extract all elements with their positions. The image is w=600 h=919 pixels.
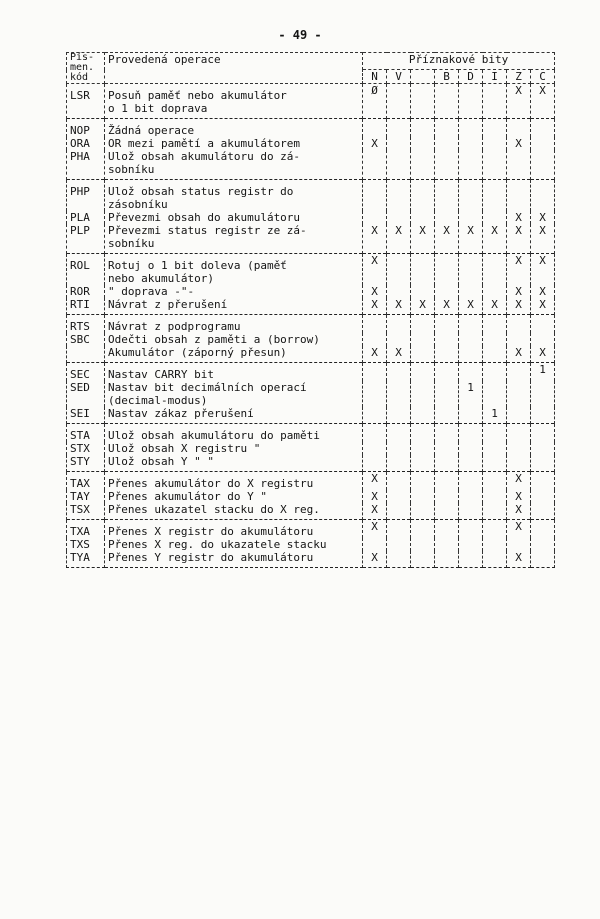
flag-mark <box>459 503 483 520</box>
flag-mark <box>507 407 531 424</box>
flag-mark <box>531 381 555 407</box>
flag-mark <box>411 363 435 382</box>
flag-mark <box>459 346 483 363</box>
flag-mark <box>483 381 507 407</box>
table-row <box>67 224 555 254</box>
flag-mark <box>411 455 435 472</box>
flag-mark: X <box>435 298 459 315</box>
flag-mark <box>507 315 531 334</box>
flag-mark <box>459 363 483 382</box>
flag-mark: X <box>387 298 411 315</box>
table-row <box>67 180 555 212</box>
flag-mark <box>483 455 507 472</box>
flag-mark <box>363 381 387 407</box>
flag-mark <box>363 407 387 424</box>
flag-mark <box>411 285 435 298</box>
flag-mark <box>531 490 555 503</box>
flag-mark <box>387 333 411 346</box>
operation-description: Nastav zákaz přerušení <box>105 407 363 424</box>
instruction-code: ROR <box>67 285 105 298</box>
flag-mark <box>435 551 459 568</box>
instruction-code: SEC <box>67 363 105 382</box>
flag-mark <box>387 520 411 539</box>
flag-mark <box>387 137 411 150</box>
flag-mark: 1 <box>459 381 483 407</box>
flag-mark <box>387 407 411 424</box>
flag-mark <box>531 455 555 472</box>
table-row <box>67 333 555 346</box>
instruction-code: SED <box>67 381 105 407</box>
flag-mark <box>435 137 459 150</box>
flag-mark <box>459 407 483 424</box>
operation-description: Přenes Y registr do akumulátoru <box>105 551 363 568</box>
flag-mark <box>411 551 435 568</box>
flag-mark <box>435 84 459 119</box>
flag-mark <box>363 455 387 472</box>
flag-mark <box>411 520 435 539</box>
flag-mark <box>387 455 411 472</box>
flag-mark <box>531 407 555 424</box>
flag-mark: 1 <box>531 363 555 382</box>
flag-mark: X <box>507 285 531 298</box>
flag-mark: X <box>363 503 387 520</box>
flag-mark <box>531 333 555 346</box>
flag-mark <box>483 490 507 503</box>
flag-mark <box>435 285 459 298</box>
flag-mark: X <box>459 224 483 254</box>
table-row <box>67 490 555 503</box>
instruction-code: RTS <box>67 315 105 334</box>
instruction-group <box>67 254 555 315</box>
operation-description: Ulož obsah akumulátoru do paměti <box>105 424 363 443</box>
flag-mark <box>411 84 435 119</box>
instruction-group <box>67 520 555 568</box>
flag-mark: X <box>363 137 387 150</box>
flag-mark: X <box>387 346 411 363</box>
instruction-group <box>67 180 555 254</box>
flag-mark <box>435 333 459 346</box>
table-row <box>67 407 555 424</box>
flag-mark: X <box>363 254 387 286</box>
flag-mark: X <box>507 472 531 491</box>
table-row <box>67 455 555 472</box>
flag-mark <box>411 381 435 407</box>
flag-mark: X <box>507 490 531 503</box>
flag-mark <box>459 119 483 138</box>
flag-mark <box>363 150 387 180</box>
table-row <box>67 551 555 568</box>
flag-mark <box>459 455 483 472</box>
flag-mark <box>411 180 435 212</box>
flag-mark <box>387 381 411 407</box>
flag-mark <box>459 442 483 455</box>
flag-mark: X <box>363 285 387 298</box>
flag-mark <box>411 490 435 503</box>
flag-mark <box>387 538 411 551</box>
flag-mark <box>483 472 507 491</box>
flag-header: I <box>483 70 507 84</box>
table-row <box>67 84 555 119</box>
flag-mark <box>411 119 435 138</box>
flag-mark <box>459 137 483 150</box>
table-row <box>67 520 555 539</box>
flag-mark <box>411 333 435 346</box>
instruction-code: STX <box>67 442 105 455</box>
flag-header: V <box>387 70 411 84</box>
flag-mark <box>435 346 459 363</box>
flag-mark <box>363 315 387 334</box>
flag-mark <box>459 333 483 346</box>
flag-mark <box>531 442 555 455</box>
flag-mark <box>507 180 531 212</box>
flag-mark <box>531 180 555 212</box>
flag-mark: X <box>531 224 555 254</box>
instruction-code: PLA <box>67 211 105 224</box>
instruction-code: NOP <box>67 119 105 138</box>
flag-mark: X <box>531 346 555 363</box>
operation-description: Převezmi status registr ze zá- sobníku <box>105 224 363 254</box>
flag-mark <box>435 180 459 212</box>
flag-mark <box>459 150 483 180</box>
instruction-code: TYA <box>67 551 105 568</box>
flag-mark: X <box>531 254 555 286</box>
flag-mark <box>387 490 411 503</box>
table-row <box>67 503 555 520</box>
flag-mark <box>411 424 435 443</box>
flag-mark <box>531 137 555 150</box>
operation-description: Přenes akumulátor do X registru <box>105 472 363 491</box>
flag-mark: X <box>363 551 387 568</box>
flag-mark <box>435 150 459 180</box>
flag-mark <box>507 119 531 138</box>
flag-mark <box>387 551 411 568</box>
flag-mark <box>387 84 411 119</box>
flag-mark: X <box>363 520 387 539</box>
flag-mark: X <box>507 137 531 150</box>
flag-mark <box>363 333 387 346</box>
flag-mark <box>459 538 483 551</box>
operation-description: Přenes akumulátor do Y " <box>105 490 363 503</box>
flag-mark <box>411 137 435 150</box>
instruction-code: STY <box>67 455 105 472</box>
operation-description: Nastav bit decimálních operací (decimal-modus) <box>105 381 363 407</box>
flag-mark <box>507 442 531 455</box>
operation-description: Přenes X registr do akumulátoru <box>105 520 363 539</box>
flag-mark <box>435 407 459 424</box>
flag-mark <box>459 285 483 298</box>
instruction-code: TAY <box>67 490 105 503</box>
flag-mark <box>435 363 459 382</box>
flag-mark: 1 <box>483 407 507 424</box>
flag-mark <box>483 211 507 224</box>
flag-mark <box>411 346 435 363</box>
instruction-code: PHA <box>67 150 105 180</box>
instruction-code: STA <box>67 424 105 443</box>
flag-mark: X <box>363 472 387 491</box>
flag-mark <box>459 84 483 119</box>
instruction-code: LSR <box>67 84 105 119</box>
instruction-group <box>67 119 555 180</box>
flag-mark: X <box>531 211 555 224</box>
flag-mark: X <box>483 224 507 254</box>
flag-mark <box>363 363 387 382</box>
flag-mark <box>459 472 483 491</box>
flag-mark <box>363 119 387 138</box>
flag-mark <box>507 333 531 346</box>
flag-mark: X <box>507 503 531 520</box>
flag-mark <box>387 424 411 443</box>
flag-mark <box>483 137 507 150</box>
flag-mark <box>459 424 483 443</box>
table-row <box>67 298 555 315</box>
flag-mark <box>387 285 411 298</box>
flag-mark <box>483 346 507 363</box>
flag-mark <box>483 180 507 212</box>
flag-mark <box>363 538 387 551</box>
flag-mark <box>387 211 411 224</box>
flag-mark <box>531 503 555 520</box>
flag-mark <box>435 538 459 551</box>
flag-mark: X <box>411 298 435 315</box>
flag-mark <box>483 285 507 298</box>
table-row <box>67 442 555 455</box>
instruction-group <box>67 315 555 363</box>
flag-mark <box>435 315 459 334</box>
flag-mark: X <box>507 520 531 539</box>
header-code: Pís- men. kód <box>67 53 105 84</box>
flag-mark <box>507 150 531 180</box>
flag-mark <box>363 211 387 224</box>
table-row <box>67 363 555 382</box>
flag-mark <box>483 119 507 138</box>
header-operation: Provedená operace <box>105 53 363 84</box>
flag-mark <box>483 520 507 539</box>
flag-mark <box>435 442 459 455</box>
flag-mark <box>459 315 483 334</box>
flag-mark: X <box>507 551 531 568</box>
operation-description: Ulož obsah status registr do zásobníku <box>105 180 363 212</box>
flag-mark <box>363 180 387 212</box>
flag-mark <box>507 455 531 472</box>
operation-description: Převezmi obsah do akumulátoru <box>105 211 363 224</box>
flag-mark <box>531 472 555 491</box>
table-row <box>67 150 555 180</box>
flag-header: D <box>459 70 483 84</box>
flag-mark <box>507 538 531 551</box>
operation-description: Ulož obsah akumulátoru do zá- sobníku <box>105 150 363 180</box>
flag-mark <box>507 424 531 443</box>
flag-mark: X <box>363 298 387 315</box>
flag-mark <box>459 520 483 539</box>
flag-mark <box>387 119 411 138</box>
operation-description: Akumulátor (záporný přesun) <box>105 346 363 363</box>
operation-description: Přenes ukazatel stacku do X reg. <box>105 503 363 520</box>
table-row <box>67 424 555 443</box>
flag-mark: X <box>363 490 387 503</box>
instruction-group <box>67 363 555 424</box>
flag-mark <box>435 119 459 138</box>
flag-mark <box>435 520 459 539</box>
flag-mark <box>483 503 507 520</box>
instruction-code: SBC <box>67 333 105 346</box>
table-row <box>67 381 555 407</box>
flag-mark <box>483 315 507 334</box>
table-row <box>67 346 555 363</box>
flag-mark: X <box>459 298 483 315</box>
flag-mark <box>435 472 459 491</box>
operation-description: Posuň paměť nebo akumulátor o 1 bit doprava <box>105 84 363 119</box>
table-row <box>67 285 555 298</box>
instruction-code <box>67 346 105 363</box>
flag-mark <box>507 381 531 407</box>
table-row <box>67 315 555 334</box>
flag-mark: X <box>507 298 531 315</box>
flag-mark: Ø <box>363 84 387 119</box>
flag-mark <box>435 455 459 472</box>
instruction-code: RTI <box>67 298 105 315</box>
operation-description: Přenes X reg. do ukazatele stacku <box>105 538 363 551</box>
instruction-group <box>67 424 555 472</box>
flag-mark: X <box>363 346 387 363</box>
flag-mark <box>483 538 507 551</box>
instruction-code: SEI <box>67 407 105 424</box>
flag-mark <box>483 333 507 346</box>
flag-mark <box>483 442 507 455</box>
operation-description: OR mezi pamětí a akumulátorem <box>105 137 363 150</box>
flag-mark <box>363 424 387 443</box>
flag-mark <box>531 424 555 443</box>
flag-mark: X <box>507 211 531 224</box>
flag-mark: X <box>507 84 531 119</box>
flag-mark: X <box>363 224 387 254</box>
instruction-code: TSX <box>67 503 105 520</box>
flag-mark <box>483 254 507 286</box>
flag-mark: X <box>507 224 531 254</box>
instruction-table <box>66 52 555 568</box>
flag-mark <box>387 254 411 286</box>
flag-mark: X <box>531 84 555 119</box>
flag-mark <box>435 424 459 443</box>
flag-mark <box>435 490 459 503</box>
operation-description: Návrat z přerušení <box>105 298 363 315</box>
flag-mark <box>483 424 507 443</box>
flag-mark <box>387 150 411 180</box>
flag-mark: X <box>483 298 507 315</box>
flag-mark <box>387 442 411 455</box>
page-number: - 49 - <box>278 28 322 42</box>
instruction-code: PLP <box>67 224 105 254</box>
operation-description: Žádná operace <box>105 119 363 138</box>
flag-mark <box>411 150 435 180</box>
table-row <box>67 211 555 224</box>
flag-mark: X <box>387 224 411 254</box>
instruction-code: ORA <box>67 137 105 150</box>
flag-mark <box>483 551 507 568</box>
flag-header: N <box>363 70 387 84</box>
flag-mark <box>459 180 483 212</box>
flag-mark <box>387 180 411 212</box>
flag-mark <box>435 381 459 407</box>
flag-mark <box>435 254 459 286</box>
flag-mark <box>531 520 555 539</box>
flag-mark <box>411 254 435 286</box>
flag-mark <box>531 119 555 138</box>
instruction-code: PHP <box>67 180 105 212</box>
flag-mark <box>411 407 435 424</box>
operation-description: Nastav CARRY bit <box>105 363 363 382</box>
flag-mark <box>411 503 435 520</box>
table-row <box>67 254 555 286</box>
instruction-group <box>67 84 555 119</box>
instruction-group <box>67 472 555 520</box>
flag-mark <box>531 150 555 180</box>
operation-description: Návrat z podprogramu <box>105 315 363 334</box>
flag-mark <box>531 551 555 568</box>
flag-mark <box>531 315 555 334</box>
flag-mark: X <box>507 254 531 286</box>
flag-mark <box>387 363 411 382</box>
flag-mark <box>459 211 483 224</box>
instruction-code: TXS <box>67 538 105 551</box>
flag-mark <box>411 538 435 551</box>
table-row <box>67 137 555 150</box>
flag-mark <box>411 442 435 455</box>
flag-mark <box>483 150 507 180</box>
table-row <box>67 119 555 138</box>
operation-description: " doprava -"- <box>105 285 363 298</box>
flag-mark <box>531 538 555 551</box>
flag-mark <box>387 472 411 491</box>
flag-header <box>411 70 435 84</box>
operation-description: Ulož obsah X registru " <box>105 442 363 455</box>
flag-mark <box>459 254 483 286</box>
flag-mark <box>483 363 507 382</box>
flag-mark <box>435 503 459 520</box>
flag-mark <box>363 442 387 455</box>
flag-mark <box>387 503 411 520</box>
flag-mark <box>387 315 411 334</box>
flag-mark <box>435 211 459 224</box>
operation-description: Ulož obsah Y " " <box>105 455 363 472</box>
flag-mark <box>411 472 435 491</box>
instruction-code: ROL <box>67 254 105 286</box>
instruction-code: TXA <box>67 520 105 539</box>
operation-description: Rotuj o 1 bit doleva (paměť nebo akumulátor) <box>105 254 363 286</box>
flag-mark <box>459 551 483 568</box>
flag-mark: X <box>507 346 531 363</box>
flag-header: C <box>531 70 555 84</box>
header-flags: Příznakové bity <box>363 53 555 70</box>
flag-mark: X <box>531 285 555 298</box>
table-row <box>67 538 555 551</box>
flag-header: Z <box>507 70 531 84</box>
flag-mark <box>507 363 531 382</box>
flag-mark: X <box>411 224 435 254</box>
flag-mark <box>411 211 435 224</box>
table-row <box>67 472 555 491</box>
flag-header: B <box>435 70 459 84</box>
flag-mark <box>483 84 507 119</box>
flag-mark <box>411 315 435 334</box>
flag-mark: X <box>531 298 555 315</box>
flag-mark <box>459 490 483 503</box>
flag-mark: X <box>435 224 459 254</box>
operation-description: Odečti obsah z paměti a (borrow) <box>105 333 363 346</box>
instruction-code: TAX <box>67 472 105 491</box>
